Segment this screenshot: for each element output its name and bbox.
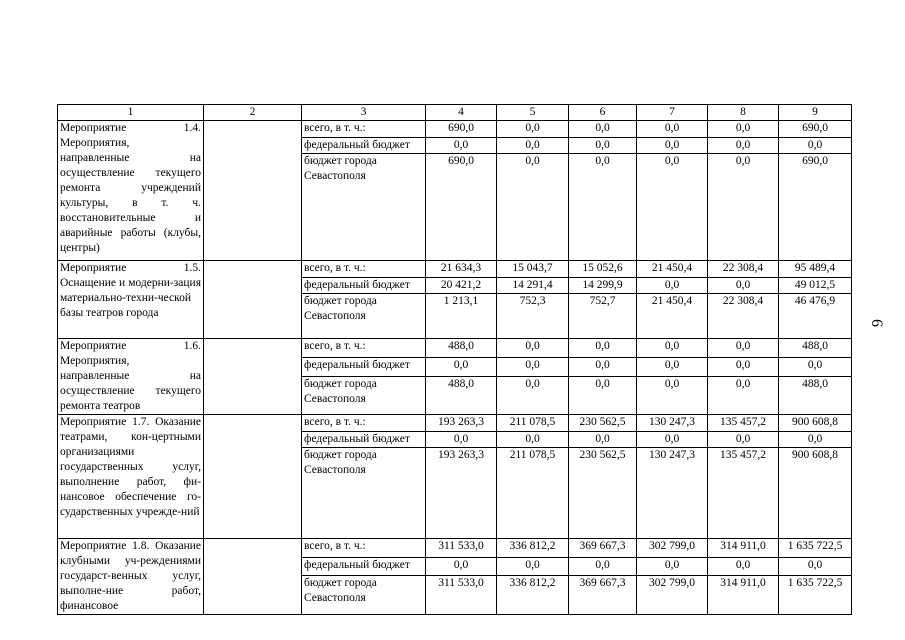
value-cell: 0,0 — [708, 278, 779, 294]
value-cell: 211 078,5 — [497, 415, 569, 432]
value-cell: 336 812,2 — [497, 576, 569, 615]
value-cell: 49 012,5 — [779, 278, 852, 294]
value-cell: 15 043,7 — [497, 261, 569, 278]
value-cell: 0,0 — [708, 558, 779, 576]
value-cell: 14 291,4 — [497, 278, 569, 294]
header-cell: 5 — [497, 105, 569, 121]
budget-table — [57, 104, 852, 615]
value-cell: 0,0 — [569, 358, 637, 377]
value-cell: 0,0 — [426, 432, 497, 448]
value-cell: 690,0 — [779, 121, 852, 138]
activity-cell: Мероприятие 1.4. Мероприятия, направленные на осуществление текущего ремонта учреждений культуры, в т. ч. восстановительные и аварийные работы (клубы, центры) — [58, 121, 204, 261]
value-cell: 369 667,3 — [569, 539, 637, 558]
header-cell: 9 — [779, 105, 852, 121]
funding-source-cell: всего, в т. ч.: — [302, 121, 426, 138]
value-cell: 0,0 — [497, 358, 569, 377]
value-cell: 130 247,3 — [637, 415, 708, 432]
value-cell: 314 911,0 — [708, 539, 779, 558]
table-row-total — [58, 261, 852, 278]
funding-source-cell: федеральный бюджет — [302, 558, 426, 576]
activity-cell: Мероприятие 1.7. Оказание театрами, кон-цертными организациями государственных услуг, выполнение работ, фи-нансовое обеспечение го-сударственных учрежде-ний — [58, 415, 204, 539]
activity-cell: Мероприятие 1.6. Мероприятия, направленные на осуществление текущего ремонта театров — [58, 339, 204, 415]
funding-source-cell: всего, в т. ч.: — [302, 539, 426, 558]
value-cell: 0,0 — [708, 432, 779, 448]
value-cell: 230 562,5 — [569, 448, 637, 539]
header-cell: 8 — [708, 105, 779, 121]
value-cell: 0,0 — [569, 154, 637, 261]
value-cell: 0,0 — [569, 138, 637, 154]
value-cell: 211 078,5 — [497, 448, 569, 539]
funding-source-cell: бюджет города Севастополя — [302, 294, 426, 339]
funding-source-cell: бюджет города Севастополя — [302, 576, 426, 615]
value-cell: 21 450,4 — [637, 261, 708, 278]
value-cell: 752,7 — [569, 294, 637, 339]
value-cell: 0,0 — [497, 377, 569, 415]
value-cell: 0,0 — [497, 138, 569, 154]
value-cell: 488,0 — [426, 339, 497, 358]
value-cell: 1 635 722,5 — [779, 576, 852, 615]
value-cell: 302 799,0 — [637, 539, 708, 558]
header-cell: 7 — [637, 105, 708, 121]
value-cell: 0,0 — [779, 138, 852, 154]
value-cell: 0,0 — [779, 358, 852, 377]
value-cell: 0,0 — [637, 138, 708, 154]
value-cell: 0,0 — [708, 377, 779, 415]
table-row-total — [58, 121, 852, 138]
funding-source-cell: всего, в т. ч.: — [302, 261, 426, 278]
value-cell: 135 457,2 — [708, 448, 779, 539]
value-cell: 46 476,9 — [779, 294, 852, 339]
funding-source-cell: федеральный бюджет — [302, 432, 426, 448]
value-cell: 900 608,8 — [779, 415, 852, 432]
header-cell: 4 — [426, 105, 497, 121]
value-cell: 0,0 — [426, 358, 497, 377]
value-cell: 21 450,4 — [637, 294, 708, 339]
value-cell: 0,0 — [708, 358, 779, 377]
funding-source-cell: всего, в т. ч.: — [302, 415, 426, 432]
value-cell: 336 812,2 — [497, 539, 569, 558]
value-cell: 0,0 — [497, 558, 569, 576]
value-cell: 488,0 — [779, 339, 852, 358]
value-cell: 20 421,2 — [426, 278, 497, 294]
value-cell: 0,0 — [497, 154, 569, 261]
value-cell: 193 263,3 — [426, 448, 497, 539]
value-cell: 21 634,3 — [426, 261, 497, 278]
table-row-total — [58, 339, 852, 358]
value-cell: 15 052,6 — [569, 261, 637, 278]
value-cell: 22 308,4 — [708, 294, 779, 339]
header-cell: 2 — [204, 105, 302, 121]
value-cell: 0,0 — [637, 339, 708, 358]
activity-cell: Мероприятие 1.8. Оказание клубными уч-реждениями государст-венных услуг, выполне-ние работ, финансовое — [58, 539, 204, 615]
value-cell: 0,0 — [637, 154, 708, 261]
value-cell: 130 247,3 — [637, 448, 708, 539]
header-cell: 1 — [58, 105, 204, 121]
funding-source-cell: федеральный бюджет — [302, 358, 426, 377]
value-cell: 311 533,0 — [426, 576, 497, 615]
funding-source-cell: всего, в т. ч.: — [302, 339, 426, 358]
value-cell: 0,0 — [497, 339, 569, 358]
column-2-cell — [204, 339, 302, 415]
value-cell: 0,0 — [637, 558, 708, 576]
value-cell: 752,3 — [497, 294, 569, 339]
value-cell: 311 533,0 — [426, 539, 497, 558]
value-cell: 0,0 — [637, 432, 708, 448]
activity-cell: Мероприятие 1.5. Оснащение и модерни-зация материально-техни-ческой базы театров города — [58, 261, 204, 339]
value-cell: 369 667,3 — [569, 576, 637, 615]
column-2-cell — [204, 539, 302, 615]
funding-source-cell: федеральный бюджет — [302, 138, 426, 154]
table-row-total — [58, 415, 852, 432]
header-row — [58, 105, 852, 121]
value-cell: 488,0 — [779, 377, 852, 415]
value-cell: 0,0 — [708, 138, 779, 154]
value-cell: 0,0 — [426, 138, 497, 154]
value-cell: 0,0 — [637, 121, 708, 138]
value-cell: 1 635 722,5 — [779, 539, 852, 558]
funding-source-cell: бюджет города Севастополя — [302, 448, 426, 539]
value-cell: 230 562,5 — [569, 415, 637, 432]
value-cell: 1 213,1 — [426, 294, 497, 339]
column-2-cell — [204, 415, 302, 539]
funding-source-cell: бюджет города Севастополя — [302, 154, 426, 261]
value-cell: 193 263,3 — [426, 415, 497, 432]
value-cell: 0,0 — [637, 377, 708, 415]
value-cell: 0,0 — [569, 432, 637, 448]
value-cell: 690,0 — [779, 154, 852, 261]
value-cell: 0,0 — [637, 358, 708, 377]
value-cell: 0,0 — [426, 558, 497, 576]
value-cell: 14 299,9 — [569, 278, 637, 294]
table-row-total — [58, 539, 852, 558]
value-cell: 0,0 — [497, 121, 569, 138]
funding-source-cell: бюджет города Севастополя — [302, 377, 426, 415]
header-cell: 6 — [569, 105, 637, 121]
value-cell: 95 489,4 — [779, 261, 852, 278]
value-cell: 0,0 — [569, 121, 637, 138]
value-cell: 0,0 — [779, 558, 852, 576]
value-cell: 0,0 — [708, 121, 779, 138]
value-cell: 0,0 — [569, 377, 637, 415]
value-cell: 900 608,8 — [779, 448, 852, 539]
header-cell: 3 — [302, 105, 426, 121]
column-2-cell — [204, 121, 302, 261]
page-number: 6 — [868, 319, 885, 327]
value-cell: 0,0 — [708, 154, 779, 261]
value-cell: 690,0 — [426, 121, 497, 138]
funding-source-cell: федеральный бюджет — [302, 278, 426, 294]
value-cell: 314 911,0 — [708, 576, 779, 615]
value-cell: 488,0 — [426, 377, 497, 415]
value-cell: 0,0 — [569, 558, 637, 576]
value-cell: 22 308,4 — [708, 261, 779, 278]
column-2-cell — [204, 261, 302, 339]
value-cell: 302 799,0 — [637, 576, 708, 615]
value-cell: 0,0 — [497, 432, 569, 448]
value-cell: 0,0 — [779, 432, 852, 448]
value-cell: 690,0 — [426, 154, 497, 261]
value-cell: 0,0 — [569, 339, 637, 358]
value-cell: 0,0 — [637, 278, 708, 294]
value-cell: 0,0 — [708, 339, 779, 358]
value-cell: 135 457,2 — [708, 415, 779, 432]
